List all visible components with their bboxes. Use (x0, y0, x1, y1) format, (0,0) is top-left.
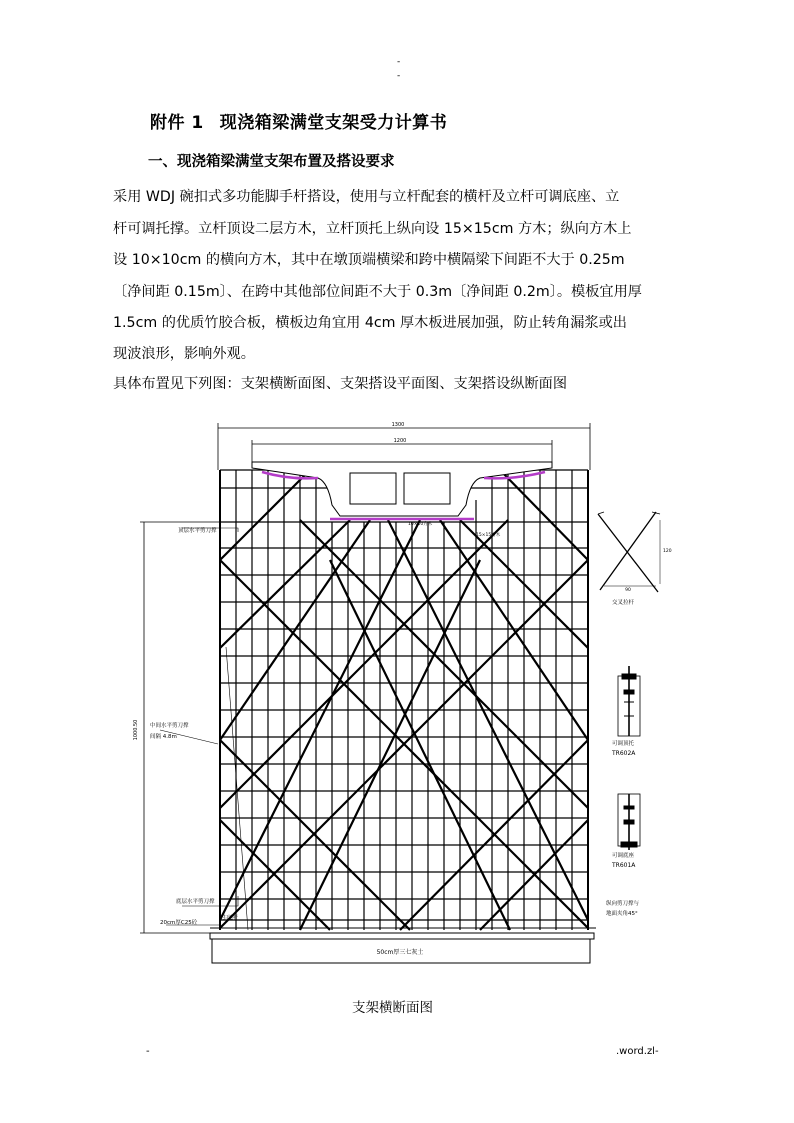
label-top-scissor: 顶层水平剪刀撑 (178, 528, 217, 534)
legend-top-support-code: TR602A (612, 750, 636, 757)
paragraph-line-1: 采用 WDJ 碗扣式多功能脚手杆搭设，使用与立杆配套的横杆及立杆可调底座、立 (113, 189, 620, 205)
figure-caption: 支架横断面图 (352, 1000, 433, 1016)
title-text: 现浇箱梁满堂支架受力计算书 (219, 113, 448, 133)
dim-top-inner: 1200 (393, 438, 407, 444)
label-mid-scissor-2: 间隔 4.8m (150, 734, 177, 740)
footer-right: .word.zl- (616, 1046, 659, 1057)
scissor-brace (220, 470, 310, 560)
scissor-brace (330, 560, 510, 930)
label-beam-timber: 10×10方木 (408, 522, 433, 527)
header-mark-2: - (397, 71, 401, 81)
legend-cross-dim-w: 90 (625, 588, 631, 593)
scaffold-grid (220, 470, 588, 930)
scissor-brace (220, 520, 420, 920)
title-prefix: 附件 1 (150, 113, 204, 133)
ground-layers (210, 928, 596, 963)
section-heading: 一、现浇箱梁满堂支架布置及搭设要求 (148, 154, 395, 170)
label-base-concrete: 20cm厚C25砼 (160, 920, 198, 926)
legend-top-support (618, 666, 640, 736)
legend-cross-brace (598, 512, 660, 592)
paragraph-line-2: 杆可调托撑。立杆顶设二层方木，立杆顶托上纵向设 15×15cm 方木；纵向方木上 (113, 221, 632, 237)
label-sweep-rod: 扫地杆 (223, 915, 239, 921)
scissor-brace (440, 520, 588, 740)
scissor-brace (388, 520, 588, 920)
label-foundation: 50cm厚三七灰土 (376, 949, 424, 956)
legend-diagonal-note-2: 地面夹角45° (606, 911, 638, 917)
footer-left: - (146, 1046, 150, 1057)
legend-base-label: 可调底座 (612, 853, 635, 859)
legend-diagonal-note-1: 纵向剪刀撑与 (606, 901, 640, 907)
label-mid-scissor-1: 中间水平剪刀撑 (150, 723, 189, 729)
paragraph-line-5: 1.5cm 的优质竹胶合板，横板边角宜用 4cm 厚木板进展加强，防止转角漏浆或出 (113, 315, 627, 331)
legend-base-code: TR601A (612, 862, 636, 869)
legend-top-support-label: 可调顶托 (612, 741, 635, 747)
paragraph-line-4: 〔净间距 0.15m〕、在跨中其他部位间距不大于 0.3m〔净间距 0.2m〕。模板宜用厚 (113, 284, 642, 300)
scissor-brace (300, 560, 480, 930)
paragraph-line-3: 设 10×10cm 的横向方木，其中在墩顶端横梁和跨中横隔梁下间距不大于 0.25m (113, 252, 625, 268)
legend-cross-dim-h: 120 (663, 549, 672, 554)
header-mark-1: - (397, 57, 401, 67)
label-long-timber: 15×15方木 (476, 533, 501, 538)
document-title (150, 108, 447, 133)
scissor-braces (220, 470, 588, 930)
paragraph-line-7: 具体布置见下列图：支架横断面图、支架搭设平面图、支架搭设纵断面图 (113, 376, 568, 392)
box-girder (252, 462, 552, 516)
legend-base (618, 794, 640, 850)
leader-lines (160, 528, 248, 930)
scissor-brace (500, 470, 588, 560)
scaffold-cross-section-drawing (130, 415, 670, 970)
dim-top-outer: 1300 (391, 422, 405, 428)
label-bottom-scissor: 底层水平剪刀撑 (176, 899, 215, 905)
legend-cross-brace-label: 交叉拉杆 (612, 600, 635, 606)
paragraph-line-6: 现波浪形，影响外观。 (113, 346, 255, 362)
dim-total-height: 1000.50 (133, 719, 139, 741)
